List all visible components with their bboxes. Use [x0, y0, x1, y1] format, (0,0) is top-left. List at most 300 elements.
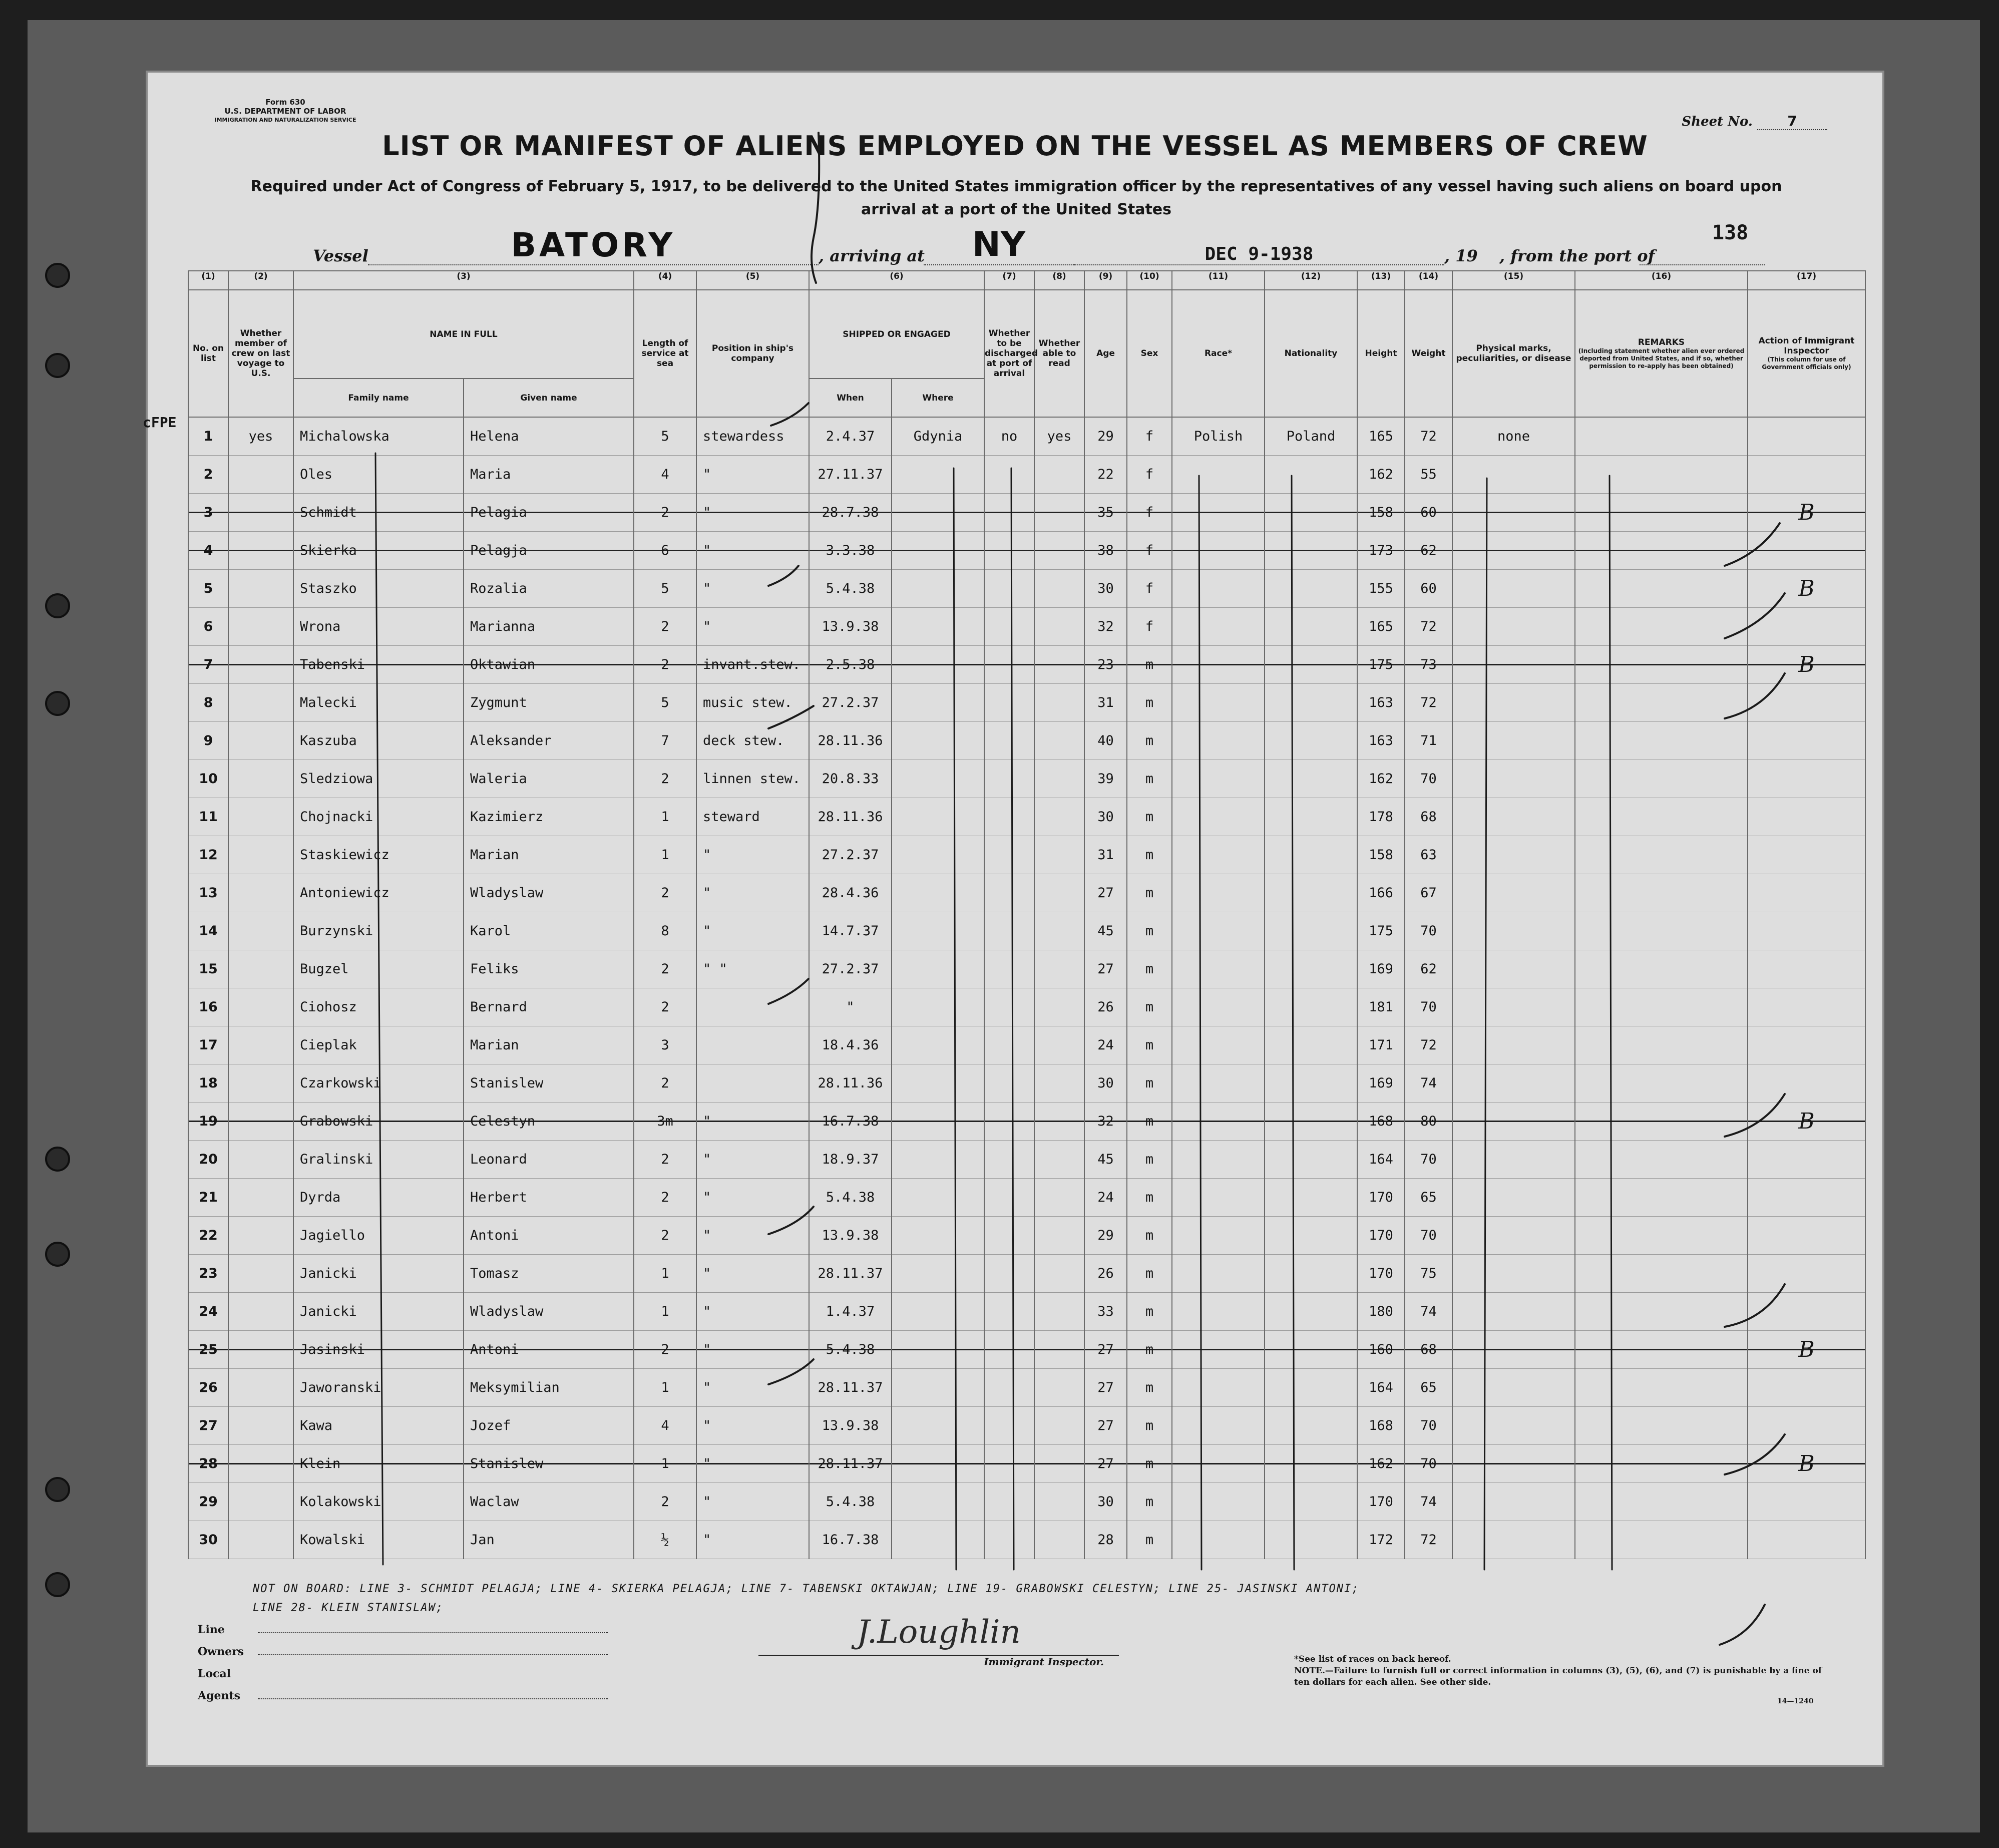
col7-num: (7) — [984, 271, 1034, 290]
col5-num: (5) — [696, 271, 809, 290]
cell-sex: m — [1127, 1369, 1172, 1407]
cell-no: 11 — [188, 798, 228, 836]
cell-height: 170 — [1357, 1179, 1405, 1217]
col1-num: (1) — [188, 271, 228, 290]
cell-height: 165 — [1357, 608, 1405, 646]
cell-service: 1 — [634, 1445, 696, 1483]
cell-action: B — [1748, 1102, 1865, 1141]
notes-line-2: LINE 28- KLEIN STANISLAW; — [253, 1602, 444, 1614]
cell-given: Maria — [464, 456, 634, 494]
cell-no: 6 — [188, 608, 228, 646]
cell-family: Kolakowski — [293, 1483, 464, 1521]
inspector-mark — [1725, 673, 1785, 718]
cell-height: 168 — [1357, 1407, 1405, 1445]
binder-hole — [45, 263, 70, 288]
cell-when: 13.9.38 — [809, 608, 892, 646]
col12-num: (12) — [1265, 271, 1357, 290]
cell-age: 24 — [1084, 1026, 1127, 1064]
cell-family: Gralinski — [293, 1141, 464, 1179]
cell-given: Antoni — [464, 1331, 634, 1369]
cell-family: Wrona — [293, 608, 464, 646]
col16-num: (16) — [1575, 271, 1748, 290]
col9-num: (9) — [1084, 271, 1127, 290]
cell-service: 3m — [634, 1102, 696, 1141]
cell-age: 27 — [1084, 1407, 1127, 1445]
cell-family: Kaszuba — [293, 722, 464, 760]
cell-no: 18 — [188, 1064, 228, 1102]
cell-when: 16.7.38 — [809, 1102, 892, 1141]
binder-hole — [45, 1572, 70, 1597]
cell-no: 16 — [188, 988, 228, 1026]
cell-sex: m — [1127, 1445, 1172, 1483]
cell-weight: 70 — [1405, 760, 1452, 798]
cell-position: " — [696, 1521, 809, 1559]
cell-family: Jaworanski — [293, 1369, 464, 1407]
cell-position: " — [696, 1445, 809, 1483]
cell-position: " — [696, 912, 809, 950]
cell-given: Jozef — [464, 1407, 634, 1445]
cell-family: Klein — [293, 1445, 464, 1483]
cell-read: yes — [1034, 417, 1084, 456]
cell-action: B — [1748, 646, 1865, 684]
cell-weight: 72 — [1405, 1026, 1452, 1064]
cell-position: deck stew. — [696, 722, 809, 760]
cell-family: Tabenski — [293, 646, 464, 684]
cell-given: Leonard — [464, 1141, 634, 1179]
cell-age: 35 — [1084, 494, 1127, 532]
cell-height: 170 — [1357, 1255, 1405, 1293]
cell-weight: 72 — [1405, 684, 1452, 722]
cell-family: Schmidt — [293, 494, 464, 532]
cell-age: 30 — [1084, 570, 1127, 608]
ditto-line — [1610, 476, 1612, 1570]
cell-age: 33 — [1084, 1293, 1127, 1331]
year-label: , 19 — [1444, 246, 1478, 265]
inspector-mark — [1725, 593, 1785, 638]
cell-height: 166 — [1357, 874, 1405, 912]
tick-mark — [771, 403, 809, 426]
cell-no: 7 — [188, 646, 228, 684]
cell-nationality: Poland — [1265, 417, 1357, 456]
arriving-value: NY — [924, 225, 1074, 265]
binder-hole — [45, 1242, 70, 1267]
cell-position: " — [696, 532, 809, 570]
col4-num: (4) — [634, 271, 696, 290]
line-label: Line — [198, 1623, 225, 1636]
cell-service: 2 — [634, 608, 696, 646]
cell-given: Bernard — [464, 988, 634, 1026]
cell-age: 30 — [1084, 798, 1127, 836]
cell-position: linnen stew. — [696, 760, 809, 798]
cell-position: " " — [696, 950, 809, 988]
cell-sex: m — [1127, 1331, 1172, 1369]
vessel-label: Vessel — [313, 246, 368, 265]
cell-age: 31 — [1084, 836, 1127, 874]
cell-family: Grabowski — [293, 1102, 464, 1141]
cell-family: Michalowska — [293, 417, 464, 456]
col8-label: Whether able to read — [1034, 290, 1084, 417]
cell-position: " — [696, 1255, 809, 1293]
cell-sex: m — [1127, 1179, 1172, 1217]
cell-weight: 60 — [1405, 570, 1452, 608]
inspector-mark — [1720, 1605, 1765, 1645]
cell-position: " — [696, 874, 809, 912]
cell-given: Marianna — [464, 608, 634, 646]
cell-given: Rozalia — [464, 570, 634, 608]
cell-sex: m — [1127, 836, 1172, 874]
cell-sex: m — [1127, 1026, 1172, 1064]
cell-weight: 80 — [1405, 1102, 1452, 1141]
cell-action: B — [1748, 1445, 1865, 1483]
pen-stroke — [812, 133, 819, 283]
handwritten-marks — [148, 73, 1882, 1765]
ditto-line — [954, 468, 956, 1570]
cell-no: 19 — [188, 1102, 228, 1141]
cell-given: Herbert — [464, 1179, 634, 1217]
cell-weight: 72 — [1405, 1521, 1452, 1559]
cell-service: 6 — [634, 532, 696, 570]
cell-height: 163 — [1357, 722, 1405, 760]
cell-when: 1.4.37 — [809, 1293, 892, 1331]
cell-family: Janicki — [293, 1293, 464, 1331]
cell-height: 162 — [1357, 760, 1405, 798]
col6-where-label: Where — [892, 379, 984, 417]
col6-label: SHIPPED OR ENGAGED — [809, 290, 984, 379]
cell-service: 1 — [634, 798, 696, 836]
cell-no: 28 — [188, 1445, 228, 1483]
col6-num: (6) — [809, 271, 984, 290]
sheet-label: Sheet No. — [1682, 114, 1753, 129]
col11-label: Race* — [1172, 290, 1265, 417]
col3-given-label: Given name — [464, 379, 634, 417]
cell-height: 158 — [1357, 494, 1405, 532]
cell-discharged: no — [984, 417, 1034, 456]
service: IMMIGRATION AND NATURALIZATION SERVICE — [214, 117, 356, 123]
cell-family: Janicki — [293, 1255, 464, 1293]
cell-given: Waclaw — [464, 1483, 634, 1521]
col17-note: (This column for use of Government officials only) — [1762, 356, 1851, 371]
cell-when: " — [809, 988, 892, 1026]
cell-given: Antoni — [464, 1217, 634, 1255]
cell-position: " — [696, 1141, 809, 1179]
cell-age: 29 — [1084, 1217, 1127, 1255]
col2-label: Whether member of crew on last voyage to U.S. — [228, 290, 293, 417]
col4-label: Length of service at sea — [634, 290, 696, 417]
cell-service: 2 — [634, 1217, 696, 1255]
cell-given: Feliks — [464, 950, 634, 988]
cell-when: 28.11.36 — [809, 722, 892, 760]
cell-weight: 70 — [1405, 988, 1452, 1026]
cell-when: 18.9.37 — [809, 1141, 892, 1179]
cell-weight: 74 — [1405, 1293, 1452, 1331]
cell-service: 2 — [634, 1064, 696, 1102]
cell-weight: 60 — [1405, 494, 1452, 532]
cell-service: 2 — [634, 494, 696, 532]
cell-no: 23 — [188, 1255, 228, 1293]
cell-sex: m — [1127, 912, 1172, 950]
cell-given: Aleksander — [464, 722, 634, 760]
inspector-label: Immigrant Inspector. — [984, 1656, 1104, 1668]
cell-family: Antoniewicz — [293, 874, 464, 912]
cell-when: 28.11.37 — [809, 1255, 892, 1293]
cell-when: 14.7.37 — [809, 912, 892, 950]
cell-height: 168 — [1357, 1102, 1405, 1141]
cell-height: 162 — [1357, 456, 1405, 494]
cell-when: 5.4.38 — [809, 1483, 892, 1521]
footnote-penalty: NOTE.—Failure to furnish full or correct information in columns (3), (5), (6), and (7) is punishable by a fine of ten dollars for each alien. See other side. — [1294, 1666, 1822, 1687]
cell-service: ½ — [634, 1521, 696, 1559]
cell-when: 27.11.37 — [809, 456, 892, 494]
cell-given: Pelagia — [464, 494, 634, 532]
cell-no: 9 — [188, 722, 228, 760]
footnote-races: *See list of races on back hereof. — [1294, 1654, 1451, 1664]
cell-position: invant.stew. — [696, 646, 809, 684]
cell-weight: 70 — [1405, 912, 1452, 950]
col5-label: Position in ship's company — [696, 290, 809, 417]
binder-hole — [45, 1147, 70, 1172]
cell-height: 160 — [1357, 1331, 1405, 1369]
col9-label: Age — [1084, 290, 1127, 417]
cell-action: B — [1748, 570, 1865, 608]
cell-when: 28.11.37 — [809, 1445, 892, 1483]
ditto-line — [1292, 476, 1294, 1570]
cell-when: 28.11.36 — [809, 1064, 892, 1102]
cell-service: 4 — [634, 456, 696, 494]
cell-sex: m — [1127, 1293, 1172, 1331]
cell-age: 32 — [1084, 608, 1127, 646]
cell-weight: 71 — [1405, 722, 1452, 760]
cell-given: Meksymilian — [464, 1369, 634, 1407]
cell-height: 170 — [1357, 1483, 1405, 1521]
cell-sex: m — [1127, 646, 1172, 684]
cell-height: 172 — [1357, 1521, 1405, 1559]
cell-sex: m — [1127, 1217, 1172, 1255]
cell-family: Staskiewicz — [293, 836, 464, 874]
arrival-date: DEC 9-1938 — [1074, 244, 1444, 265]
cell-race: Polish — [1172, 417, 1265, 456]
cell-when: 27.2.37 — [809, 684, 892, 722]
cell-sex: m — [1127, 684, 1172, 722]
cell-no: 5 — [188, 570, 228, 608]
col3-family-label: Family name — [293, 379, 464, 417]
col7-label: Whether to be discharged at port of arrival — [984, 290, 1034, 417]
col3-label: NAME IN FULL — [293, 290, 634, 379]
inspector-mark — [1725, 523, 1780, 566]
binder-hole — [45, 691, 70, 716]
cell-family: Kawa — [293, 1407, 464, 1445]
cell-service: 2 — [634, 646, 696, 684]
cell-no: 13 — [188, 874, 228, 912]
cell-when: 2.4.37 — [809, 417, 892, 456]
cell-height: 162 — [1357, 1445, 1405, 1483]
from-label: , from the port of — [1499, 246, 1655, 265]
cell-no: 26 — [188, 1369, 228, 1407]
cell-when: 5.4.38 — [809, 570, 892, 608]
cell-when: 3.3.38 — [809, 532, 892, 570]
cell-service: 2 — [634, 988, 696, 1026]
cell-given: Wladyslaw — [464, 1293, 634, 1331]
col15-label: Physical marks, peculiarities, or disease — [1452, 290, 1575, 417]
cell-position: " — [696, 494, 809, 532]
cell-sex: m — [1127, 1102, 1172, 1141]
cell-age: 40 — [1084, 722, 1127, 760]
cell-family: Sledziowa — [293, 760, 464, 798]
cell-weight: 62 — [1405, 950, 1452, 988]
col8-num: (8) — [1034, 271, 1084, 290]
cell-service: 1 — [634, 1255, 696, 1293]
cell-when: 28.11.37 — [809, 1369, 892, 1407]
cell-action: B — [1748, 494, 1865, 532]
cell-weight: 62 — [1405, 532, 1452, 570]
cell-height: 178 — [1357, 798, 1405, 836]
cell-service: 1 — [634, 1369, 696, 1407]
tick-mark — [768, 1359, 814, 1384]
cell-marks: none — [1452, 417, 1575, 456]
cell-given: Oktawian — [464, 646, 634, 684]
cell-weight: 70 — [1405, 1217, 1452, 1255]
cell-position: " — [696, 608, 809, 646]
cell-age: 27 — [1084, 1331, 1127, 1369]
cell-no: 24 — [188, 1293, 228, 1331]
cell-weight: 70 — [1405, 1445, 1452, 1483]
cell-height: 173 — [1357, 532, 1405, 570]
cell-height: 158 — [1357, 836, 1405, 874]
cell-no: 29 — [188, 1483, 228, 1521]
cell-given: Helena — [464, 417, 634, 456]
page-subtitle: Required under Act of Congress of February 5, 1917, to be delivered to the United States immigration officer by the representatives of any vessel having such aliens on board upon arrival at a port of the United States — [250, 178, 1782, 218]
cell-age: 28 — [1084, 1521, 1127, 1559]
col10-label: Sex — [1127, 290, 1172, 417]
cell-age: 29 — [1084, 417, 1127, 456]
agents-label: Local Agents — [198, 1667, 240, 1702]
cell-service: 2 — [634, 874, 696, 912]
col14-label: Weight — [1405, 290, 1452, 417]
cell-no: 4 — [188, 532, 228, 570]
cell-when: 28.7.38 — [809, 494, 892, 532]
col10-num: (10) — [1127, 271, 1172, 290]
cell-where: Gdynia — [892, 417, 984, 456]
col1-label: No. on list — [188, 290, 228, 417]
cell-family: Staszko — [293, 570, 464, 608]
cell-service: 1 — [634, 1293, 696, 1331]
arriving-label: , arriving at — [819, 246, 925, 265]
cell-sex: f — [1127, 608, 1172, 646]
cell-height: 180 — [1357, 1293, 1405, 1331]
form-number: Form 630 — [265, 98, 305, 107]
cell-age: 30 — [1084, 1483, 1127, 1521]
col12-label: Nationality — [1265, 290, 1357, 417]
cell-position: " — [696, 1407, 809, 1445]
cell-when: 5.4.38 — [809, 1179, 892, 1217]
cell-family: Dyrda — [293, 1179, 464, 1217]
cell-sex: f — [1127, 494, 1172, 532]
tick-mark — [768, 979, 809, 1004]
cell-family: Jagiello — [293, 1217, 464, 1255]
cell-when: 27.2.37 — [809, 836, 892, 874]
cell-height: 175 — [1357, 646, 1405, 684]
cell-when: 18.4.36 — [809, 1026, 892, 1064]
cell-age: 31 — [1084, 684, 1127, 722]
cell-service: 2 — [634, 950, 696, 988]
cell-position: " — [696, 1331, 809, 1369]
cell-given: Marian — [464, 836, 634, 874]
cell-sex: m — [1127, 874, 1172, 912]
cell-position: " — [696, 1483, 809, 1521]
cell-position: music stew. — [696, 684, 809, 722]
cell-age: 32 — [1084, 1102, 1127, 1141]
cell-service: 5 — [634, 570, 696, 608]
cell-height: 164 — [1357, 1141, 1405, 1179]
cell-no: 2 — [188, 456, 228, 494]
tick-mark — [768, 1207, 814, 1234]
cell-family: Kowalski — [293, 1521, 464, 1559]
cell-age: 27 — [1084, 1369, 1127, 1407]
cell-given: Kazimierz — [464, 798, 634, 836]
cell-no: 21 — [188, 1179, 228, 1217]
cell-no: 15 — [188, 950, 228, 988]
side-note: cFPE — [143, 414, 177, 431]
cell-weight: 65 — [1405, 1179, 1452, 1217]
notes-line-1: NOT ON BOARD: LINE 3- SCHMIDT PELAGJA; LINE 4- SKIERKA PELAGJA; LINE 7- TABENSKI OKTAWJAN; LINE 19- GRABOWSKI CELESTYN; LINE 25- JASINSKI ANTONI; — [253, 1583, 1360, 1595]
cell-family: Ciohosz — [293, 988, 464, 1026]
cell-given: Wladyslaw — [464, 874, 634, 912]
cell-age: 27 — [1084, 1445, 1127, 1483]
cell-weight: 74 — [1405, 1064, 1452, 1102]
cell-action: B — [1748, 1331, 1865, 1369]
cell-given: Celestyn — [464, 1102, 634, 1141]
cell-weight: 65 — [1405, 1369, 1452, 1407]
cell-service: 2 — [634, 1483, 696, 1521]
cell-age: 38 — [1084, 532, 1127, 570]
cell-given: Pelagja — [464, 532, 634, 570]
cell-family: Burzynski — [293, 912, 464, 950]
cell-weight: 73 — [1405, 646, 1452, 684]
cell-age: 26 — [1084, 988, 1127, 1026]
cell-sex: m — [1127, 722, 1172, 760]
department: U.S. DEPARTMENT OF LABOR — [224, 107, 346, 116]
cell-age: 45 — [1084, 1141, 1127, 1179]
cell-no: 14 — [188, 912, 228, 950]
cell-no: 22 — [188, 1217, 228, 1255]
cell-age: 30 — [1084, 1064, 1127, 1102]
inspector-mark — [1725, 1434, 1785, 1474]
col3-num: (3) — [293, 271, 634, 290]
cell-service: 2 — [634, 760, 696, 798]
cell-service: 8 — [634, 912, 696, 950]
col2-num: (2) — [228, 271, 293, 290]
binder-hole — [45, 593, 70, 618]
ditto-line — [1484, 478, 1487, 1570]
cell-sex: m — [1127, 1255, 1172, 1293]
page-title: LIST OR MANIFEST OF ALIENS EMPLOYED ON THE VESSEL AS MEMBERS OF CREW — [382, 130, 1648, 162]
cell-position: " — [696, 456, 809, 494]
cell-height: 165 — [1357, 417, 1405, 456]
inspector-mark — [1725, 1284, 1785, 1327]
cell-sex: m — [1127, 798, 1172, 836]
cell-height: 171 — [1357, 1026, 1405, 1064]
cell-sex: m — [1127, 1064, 1172, 1102]
cell-position: " — [696, 836, 809, 874]
cell-when: 5.4.38 — [809, 1331, 892, 1369]
cell-when: 28.4.36 — [809, 874, 892, 912]
cell-sex: f — [1127, 456, 1172, 494]
cell-when: 20.8.33 — [809, 760, 892, 798]
cell-height: 169 — [1357, 950, 1405, 988]
inspector-signature: J.Loughlin — [857, 1614, 1021, 1651]
cell-age: 26 — [1084, 1255, 1127, 1293]
col14-num: (14) — [1405, 271, 1452, 290]
ditto-line — [1199, 476, 1202, 1570]
